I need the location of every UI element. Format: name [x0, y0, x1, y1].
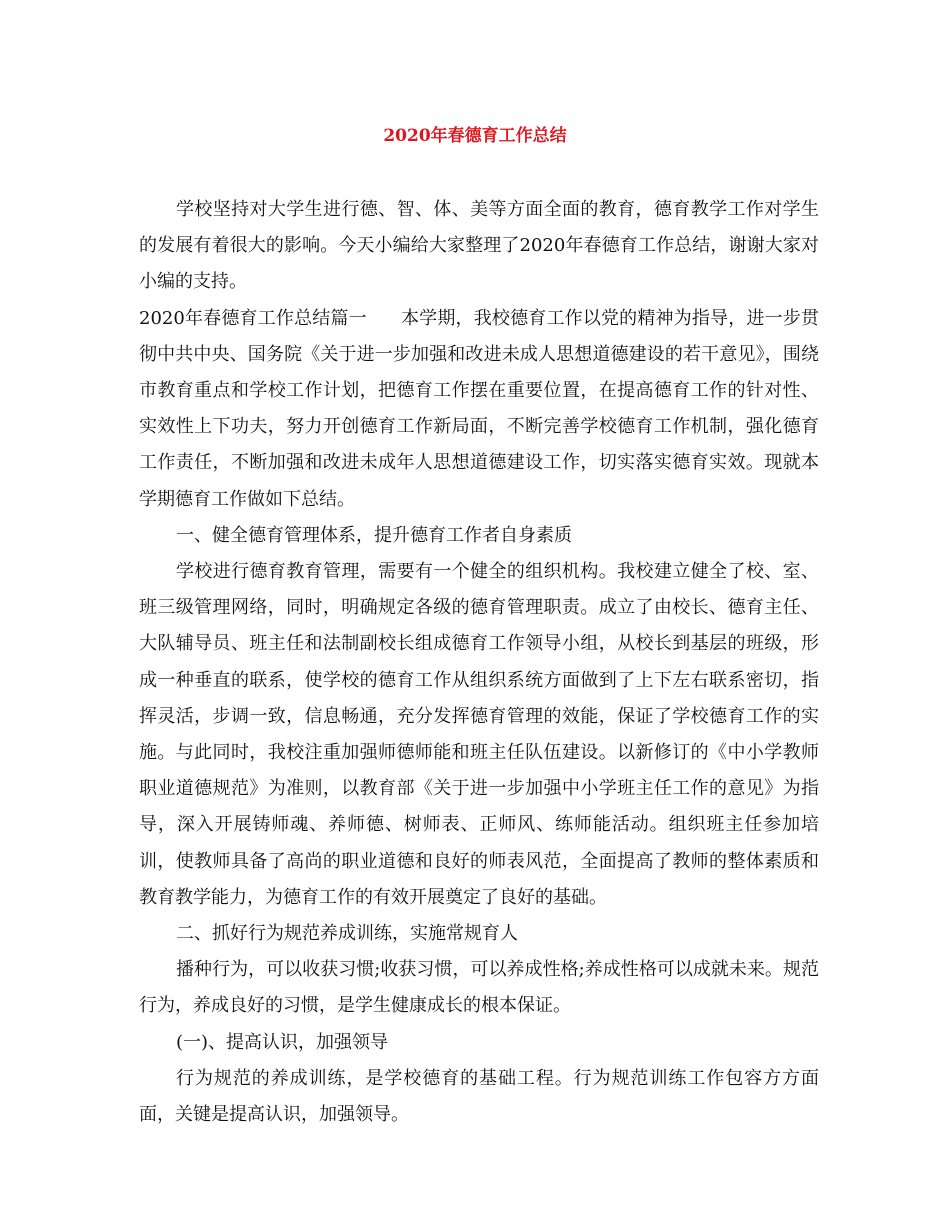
- subsection-heading-1: (一)、提高认识，加强领导: [176, 1031, 389, 1053]
- section-paragraph-1: 学校进行德育教育管理，需要有一个健全的组织机构。我校建立健全了校、室、班三级管理网络，同时，明确规定各级的德育管理职责。成立了由校长、德育主任、大队辅导员、班主任和法制副校长组成德育工作领导小组，从校长到基层的班级，形成一种垂直的联系，使学校的德育工作从组织系统方面做到了上下左右联系密切，指挥灵活，步调一致，信息畅通，充分发挥德育管理的效能，保证了学校德育工作的实施。与此同时，我校注重加强师德师能和班主任队伍建设。以新修订的《中小学教师职业道德规范》为准则，以教育部《关于进一步加强中小学班主任工作的意见》为指导，深入开展铸师魂、养师德、树师表、正师风、练师能活动。组织班主任参加培训，使教师具备了高尚的职业道德和良好的师表风范，全面提高了教师的整体素质和教育教学能力，为德育工作的有效开展奠定了良好的基础。: [139, 561, 819, 908]
- intro-paragraph: 学校坚持对大学生进行德、智、体、美等方面全面的教育，德育教学工作对学生的发展有着很大的影响。今天小编给大家整理了2020年春德育工作总结，谢谢大家对小编的支持。: [139, 199, 819, 293]
- section-heading-1: 一、健全德育管理体系，提升德育工作者自身素质: [176, 524, 572, 546]
- section-paragraph-2: 播种行为，可以收获习惯;收获习惯，可以养成性格;养成性格可以成就未来。规范行为，养成良好的习惯，是学生健康成长的根本保证。: [139, 959, 819, 1017]
- subsection-paragraph-1: 行为规范的养成训练，是学校德育的基础工程。行为规范训练工作包容方方面面，关键是提高认识，加强领导。: [139, 1067, 819, 1126]
- document-body: [139, 192, 819, 1133]
- part-one-label: 2020年春德育工作总结篇一: [139, 307, 367, 329]
- document-title: 2020年春德育工作总结: [383, 126, 567, 146]
- part-one-paragraph: [139, 301, 819, 518]
- part-one-text: 本学期，我校德育工作以党的精神为指导，进一步贯彻中共中央、国务院《关于进一步加强和改进未成人思想道德建设的若干意见》，围绕市教育重点和学校工作计划，把德育工作摆在重要位置，在提高德育工作的针对性、实效性上下功夫，努力开创德育工作新局面，不断完善学校德育工作机制，强化德育工作责任，不断加强和改进未成年人思想道德建设工作，切实落实德育实效。现就本学期德育工作做如下总结。: [139, 307, 819, 510]
- section-heading-2: 二、抓好行为规范养成训练，实施常规育人: [176, 923, 518, 945]
